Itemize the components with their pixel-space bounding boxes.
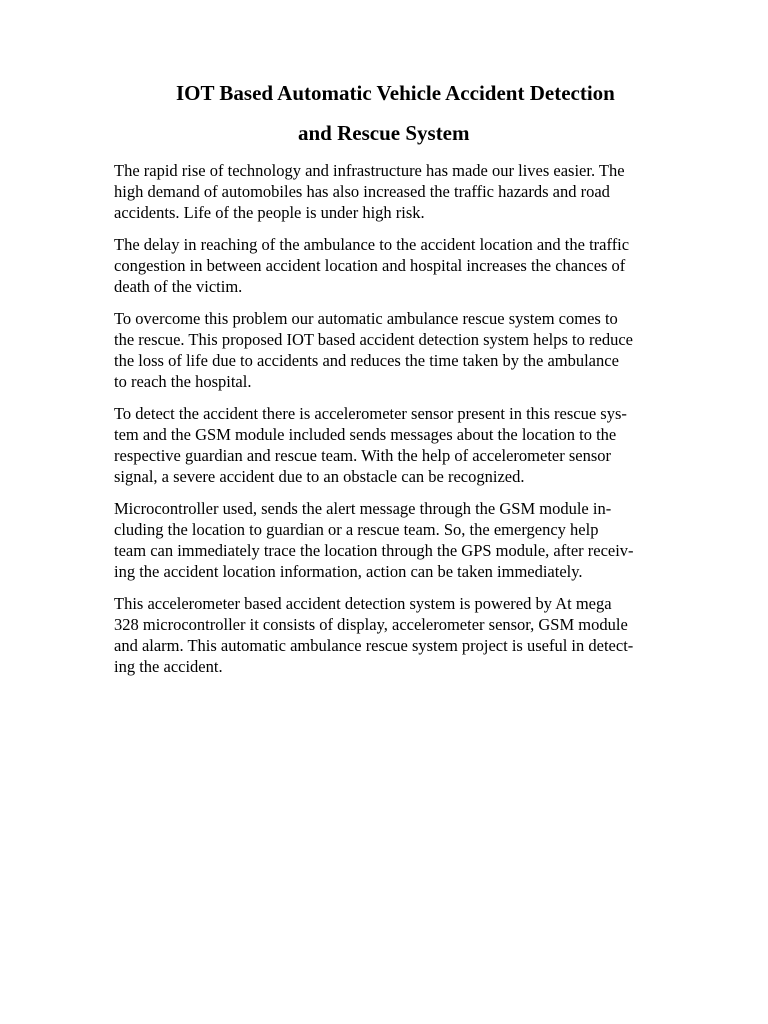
paragraph-line: death of the victim. [114,277,243,296]
paragraph-5 [114,498,666,582]
paragraph-line: To detect the accident there is accelerometer sensor present in this rescue sys- [114,404,627,423]
paragraph-line: This accelerometer based accident detection system is powered by At mega [114,594,612,613]
paragraph-1 [114,160,666,223]
paragraph-4 [114,403,666,487]
paragraph-line: 328 microcontroller it consists of display, accelerometer sensor, GSM module [114,615,628,634]
paragraph-line: team can immediately trace the location through the GPS module, after receiv- [114,541,634,560]
paragraph-line: and alarm. This automatic ambulance rescue system project is useful in detect- [114,636,634,655]
document-body [114,160,666,688]
paragraph-6 [114,593,666,677]
paragraph-3 [114,308,666,392]
paragraph-line: tem and the GSM module included sends messages about the location to the [114,425,617,444]
paragraph-line: respective guardian and rescue team. With the help of accelerometer sensor [114,446,612,465]
document-title-line-2: and Rescue System [298,121,470,145]
document-title-line-1: IOT Based Automatic Vehicle Accident Detection [176,81,615,105]
paragraph-line: cluding the location to guardian or a rescue team. So, the emergency help [114,520,599,539]
paragraph-line: high demand of automobiles has also increased the traffic hazards and road [114,182,610,201]
paragraph-line: accidents. Life of the people is under high risk. [114,203,425,222]
paragraph-line: ing the accident location information, action can be taken immediately. [114,562,583,581]
paragraph-line: to reach the hospital. [114,372,252,391]
paragraph-line: the rescue. This proposed IOT based accident detection system helps to reduce [114,330,633,349]
paragraph-line: the loss of life due to accidents and reduces the time taken by the ambulance [114,351,619,370]
paragraph-line: To overcome this problem our automatic ambulance rescue system comes to [114,309,618,328]
paragraph-line: The delay in reaching of the ambulance to the accident location and the traffic [114,235,630,254]
paragraph-line: congestion in between accident location and hospital increases the chances of [114,256,626,275]
paragraph-line: signal, a severe accident due to an obstacle can be recognized. [114,467,525,486]
paragraph-line: Microcontroller used, sends the alert message through the GSM module in- [114,499,612,518]
paragraph-line: ing the accident. [114,657,223,676]
paragraph-2 [114,234,666,297]
paragraph-line: The rapid rise of technology and infrastructure has made our lives easier. The [114,161,625,180]
